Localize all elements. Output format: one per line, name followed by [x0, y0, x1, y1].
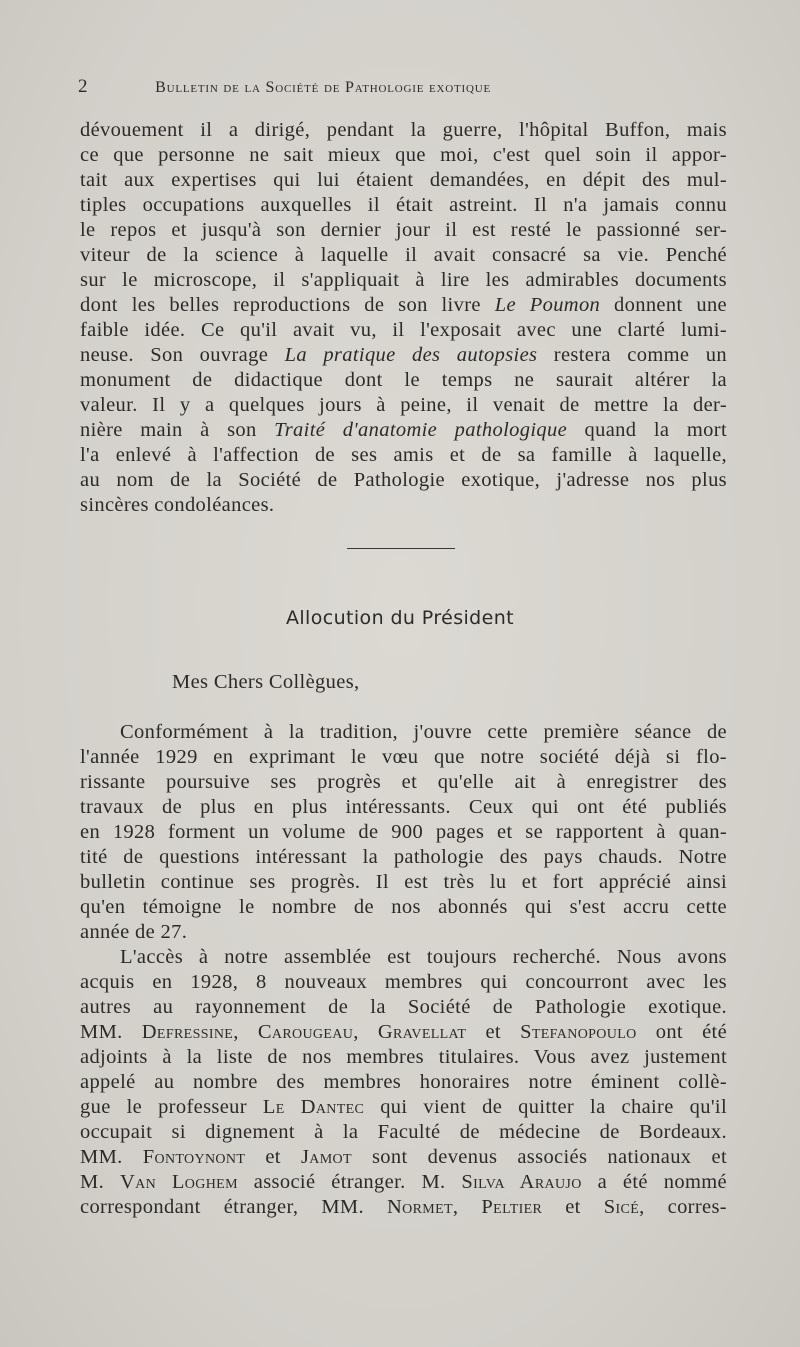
- text-line: en 1928 forment un volume de 900 pages et se rapportent à quan-: [80, 821, 727, 843]
- member-name: Fontoynont: [142, 1146, 246, 1168]
- text-fragment: restera comme un: [537, 344, 727, 366]
- text-line: sur le microscope, il s'appliquait à lire les admirables documents: [80, 269, 727, 291]
- text-fragment: ,: [353, 1021, 378, 1043]
- text-line: travaux de plus en plus intéressants. Ceux qui ont été publiés: [80, 796, 727, 818]
- text-fragment: quand la mort: [567, 419, 728, 441]
- text-fragment: ,: [452, 1196, 482, 1218]
- text-fragment: et: [542, 1196, 604, 1218]
- text-line: année de 27.: [80, 921, 188, 943]
- text-line: bulletin continue ses progrès. Il est très lu et fort apprécié ainsi: [80, 871, 727, 893]
- section-divider: [347, 548, 455, 549]
- member-name: Gravellat: [377, 1021, 467, 1043]
- text-line: L'accès à notre assemblée est toujours recherché. Nous avons: [120, 946, 727, 968]
- text-line: sincères condoléances.: [80, 494, 275, 516]
- text-fragment: MM.: [80, 1146, 143, 1168]
- text-fragment: a été nommé: [581, 1171, 727, 1193]
- text-line: ce que personne ne sait mieux que moi, c'est quel soin il appor-: [80, 144, 727, 166]
- text-fragment: associé étranger. M.: [237, 1171, 462, 1193]
- text-line: faible idée. Ce qu'il avait vu, il l'exposait avec une clarté lumi-: [80, 319, 727, 341]
- running-title: Bulletin de la Société de Pathologie exotique: [155, 79, 492, 96]
- text-line: dévouement il a dirigé, pendant la guerre, l'hôpital Buffon, mais: [80, 119, 727, 141]
- text-line: [80, 418, 727, 443]
- text-fragment: et: [466, 1021, 521, 1043]
- book-title-pratique-autopsies: La pratique des autopsies: [284, 344, 538, 366]
- book-title-le-poumon: Le Poumon: [494, 294, 601, 316]
- text-line: appelé au nombre des membres honoraires notre éminent collè-: [80, 1071, 727, 1093]
- text-fragment: correspondant étranger, MM.: [80, 1196, 387, 1218]
- text-fragment: gue le professeur: [80, 1096, 263, 1118]
- text-line: rissante poursuive ses progrès et qu'elle ait à enregistrer des: [80, 771, 727, 793]
- text-line: [80, 1170, 727, 1195]
- text-line: l'a enlevé à l'affection de ses amis et de sa famille à laquelle,: [80, 444, 727, 466]
- section-title: Allocution du Président: [285, 607, 515, 629]
- text-line: [80, 1095, 727, 1120]
- text-line: occupait si dignement à la Faculté de médecine de Bordeaux.: [80, 1121, 727, 1143]
- text-line: acquis en 1928, 8 nouveaux membres qui concourront avec les: [80, 971, 727, 993]
- text-line: [80, 343, 727, 368]
- text-fragment: dont les belles reproductions de son livre: [80, 294, 495, 316]
- text-line: l'année 1929 en exprimant le vœu que notre société déjà si flo-: [80, 746, 727, 768]
- book-title-traite-anatomie: Traité d'anatomie pathologique: [274, 419, 568, 441]
- running-header: [78, 76, 738, 98]
- text-line: le repos et jusqu'à son dernier jour il est resté le passionné ser-: [80, 219, 727, 241]
- text-line: tité de questions intéressant la pathologie des pays chauds. Notre: [80, 846, 727, 868]
- member-name: Le Dantec: [262, 1096, 365, 1118]
- text-line: tait aux expertises qui lui étaient demandées, en dépit des mul-: [80, 169, 727, 191]
- text-fragment: sont devenus associés nationaux et: [351, 1146, 727, 1168]
- text-fragment: neuse. Son ouvrage: [80, 344, 285, 366]
- text-line: autres au rayonnement de la Société de Pathologie exotique.: [80, 996, 727, 1018]
- paragraph-eulogy-end: [80, 118, 727, 518]
- text-fragment: M.: [80, 1171, 120, 1193]
- text-line: au nom de la Société de Pathologie exotique, j'adresse nos plus: [80, 469, 727, 491]
- text-fragment: donnent une: [600, 294, 728, 316]
- text-line: tiples occupations auxquelles il était astreint. Il n'a jamais connu: [80, 194, 727, 216]
- text-fragment: , corres-: [639, 1196, 727, 1218]
- salutation: Mes Chers Collègues,: [172, 671, 360, 693]
- text-line: monument de didactique dont le temps ne saurait altérer la: [80, 369, 727, 391]
- text-line: qu'en témoigne le nombre de nos abonnés qui s'est accru cette: [80, 896, 727, 918]
- text-line: viteur de la science à laquelle il avait consacré sa vie. Penché: [80, 244, 727, 266]
- member-name: Peltier: [481, 1196, 543, 1218]
- text-fragment: ,: [233, 1021, 258, 1043]
- member-name: Stefanopoulo: [520, 1021, 637, 1043]
- page-number: 2: [78, 76, 89, 97]
- text-fragment: qui vient de quitter la chaire qu'il: [364, 1096, 727, 1118]
- member-name: Normet: [387, 1196, 453, 1218]
- spacer: [80, 695, 727, 720]
- text-line: adjoints à la liste de nos membres titulaires. Vous avez justement: [80, 1046, 727, 1068]
- member-name: Carougeau: [257, 1021, 354, 1043]
- text-fragment: MM.: [80, 1021, 142, 1043]
- text-fragment: et: [245, 1146, 301, 1168]
- text-fragment: nière main à son: [80, 419, 275, 441]
- member-name: Silva Araujo: [461, 1171, 582, 1193]
- allocution-body: [80, 670, 727, 1220]
- text-line: [80, 1145, 727, 1170]
- member-name: Defressine: [141, 1021, 234, 1043]
- text-line: valeur. Il y a quelques jours à peine, il venait de mettre la der-: [80, 394, 727, 416]
- text-line: [80, 1195, 727, 1220]
- text-line: Conformément à la tradition, j'ouvre cette première séance de: [120, 721, 727, 743]
- member-name: Jamot: [300, 1146, 352, 1168]
- text-line: [80, 1020, 727, 1045]
- member-name: Sicé: [603, 1196, 640, 1218]
- member-name: Van Loghem: [119, 1171, 238, 1193]
- text-fragment: ont été: [636, 1021, 728, 1043]
- text-line: [80, 293, 727, 318]
